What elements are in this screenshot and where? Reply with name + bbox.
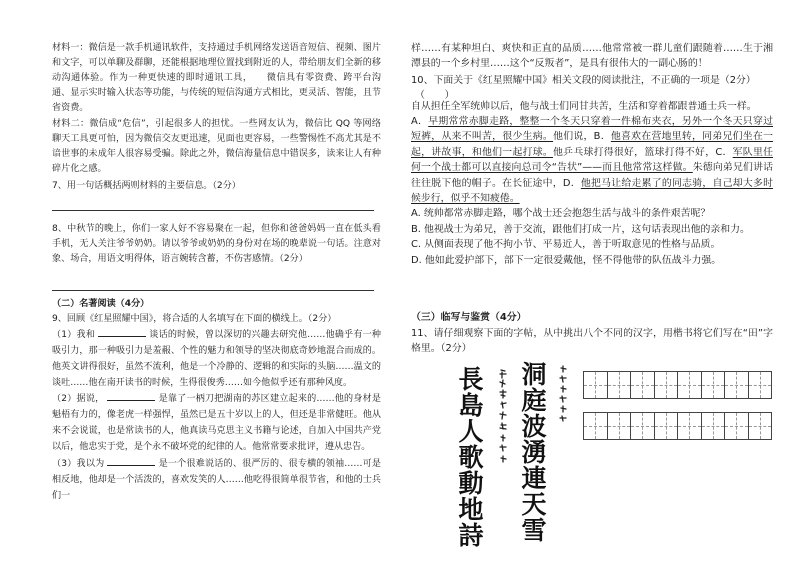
fill-blank [98, 328, 146, 337]
tianzige-row-2 [583, 412, 772, 440]
fill-blank [107, 457, 155, 466]
annotated-passage [411, 114, 773, 206]
option-a: A. 统帅都常赤脚走路，哪个战士还会抱怨生活与战斗的条件艰苦呢？ [411, 208, 711, 219]
tianzige-cell [631, 413, 655, 439]
tianzige-cell [702, 413, 726, 439]
passage-text: 他乒乓球打得很好，篮球打得不好， [553, 146, 716, 158]
material-two: 材料二：微信成“危信”，引起很多人的担忧。一些网友认为，微信比 QQ 等网络聊天工具更可怕，因为微信交友更迅速，见面也更容易，一些警惕性不高尤其是不谙世事的未成年人很容易受骗。除此之外，微信海量信息中错误多，读来让人有种碎片化之感。 [52, 119, 381, 174]
item-text: 是靠了一柄刀把湖南的苏区建立起来的……他的身材是魁梧有力的，像老虎一样强悍，虽然已是五十岁以上的人，但还是非常健旺。他从来不会说谎，也是常读书的人，他真读马克思主义书籍与论述，自加入中国共产党以后，他忠实于党，是个永不破坏党的纪律的人。他常常要求批评，遵从忠告。 [52, 394, 381, 452]
tianzige-cell [749, 413, 772, 439]
section-2-title: （二）名著阅读（4分） [52, 299, 150, 309]
option-b: B. 他视战士为弟兄，善于交流，跟他们打成一片，这句话表现出他的亲和力。 [411, 223, 750, 235]
tianzige-cell [655, 372, 679, 398]
option-c: C. 从侧面表现了他不拘小节、平易近人，善于听取意见的性格与品质。 [411, 239, 721, 250]
marker-a: A． [411, 116, 429, 127]
answer-line-q7 [52, 210, 374, 211]
underlined-segment-c: 军队里任何一个战士都可以直接向总司令“告状”——而且他常常这样做。 [411, 146, 773, 174]
question-10-stem: 10、下面关于《红星照耀中国》相关文段的阅读批注，不正确的一项是（2分） [411, 75, 756, 86]
tianzige-cell [678, 413, 702, 439]
option-d: D. 他如此爱护部下，部下一定很爱戴他，怪不得他带的队伍战斗力强。 [411, 254, 722, 266]
item-lead: （2）据说， [52, 394, 105, 404]
marker-d: D． [562, 177, 581, 189]
question-9-item-2 [52, 391, 381, 455]
section-3-title: （三）临写与鉴赏（4分） [411, 312, 527, 323]
tianzige-cell [608, 372, 632, 398]
tianzige-cell [584, 372, 608, 398]
question-8: 8、中秋节的晚上，你们一家人好不容易聚在一起，但你和爸爸妈妈一直在低头看手机，无人关注爷爷奶奶。请以爷爷或奶奶的身份对在场的晚辈说一句话。注意对象、场合，用语文明得体，语言婉转含蓄，不伤害感情。（2分） [52, 224, 381, 264]
passage-text: 朱德向弟兄们讲话往往脱下他的帽子。在长征途中， [411, 162, 773, 189]
item-lead: （1）我和 [52, 330, 96, 340]
tianzige-cell [725, 372, 749, 398]
item-text: 是一个很难说话的、很严厉的、很专横的领袖……可是相反地，他却是一个活泼的，喜欢发笑的人……他吃得很简单很节省，和他的士兵们一 [52, 459, 381, 501]
inscription-marks [492, 364, 572, 474]
tianzige-cell [725, 413, 749, 439]
calligraphy-column-left: 長島人歌動地詩 [455, 366, 484, 548]
tianzige-cell [702, 372, 726, 398]
question-9-continuation: 样……有某种坦白、爽快和正直的品质……他常常被一群儿童们跟随着……生于湘潭县的一个乡村里……这个“反叛者”，是具有很伟大的一副心肠的！ [411, 43, 773, 70]
tianzige-cell [678, 372, 702, 398]
answer-parentheses: （ ） [415, 90, 455, 101]
tianzige-row-1 [583, 371, 772, 399]
calligraphy-column-right: 洞庭波湧連天雪 [518, 361, 547, 543]
question-9-item-1 [52, 327, 381, 391]
tianzige-cell [584, 413, 608, 439]
marker-c: C． [715, 146, 733, 158]
passage-text: 他们说， [553, 131, 594, 143]
question-7: 7、用一句话概括两则材料的主要信息。（2分） [52, 181, 241, 191]
fill-blank [107, 392, 155, 401]
question-9-stem: 9、回顾《红星照耀中国》，将合适的人名填写在下面的横线上。（2分） [52, 314, 337, 324]
marker-b: B． [593, 131, 611, 143]
passage-intro: 自从担任全军统帅以后，他与战士们同甘共苦，生活和穿着都跟普通士兵一样。 [411, 101, 757, 112]
item-lead: （3）我以为 [52, 459, 105, 469]
tianzige-cell [608, 413, 632, 439]
tianzige-cell [749, 372, 772, 398]
material-one: 材料一：微信是一款手机通讯软件，支持通过手机网络发送语音短信、视频、图片和文字，可以单聊及群聊，还能根据地理位置找到附近的人，带给朋友们全新的移动沟通体验。作为一种更快速的即时通讯工具， 微信具有零资费、跨平台沟通、显示实时输入状态等功能，与传统的短信沟通方式相比，更灵活、智能，且节省资费。 [52, 43, 381, 113]
question-11: 11、请仔细观察下面的字帖，从中挑出八个不同的汉字，用楷书将它们写在“田”字格里。（2分） [411, 328, 773, 355]
tianzige-cell [631, 372, 655, 398]
item-text: 谈话的时候，曾以深切的兴趣去研究他……他确乎有一种吸引力，那一种吸引力是羞赧、个性的魅力和领导的坚决彻底奇妙地混合而成的。他英文讲得很好，虽然不流利，他是一个冷静的、逻辑的和实际的头脑……温文的谈吐……他在南开读书的时候，生得很俊秀……如今他似乎还有那种风度。 [52, 330, 381, 388]
answer-line-q8 [52, 290, 374, 291]
question-9-item-3 [52, 456, 381, 504]
underlined-segment-d: 他把马让给走累了的同志骑，自己却大多时候步行，似乎不知疲倦。 [411, 177, 773, 205]
underlined-segment-b: 他喜欢在营地里转，同弟兄们坐在一起，讲故事，和他们一起打球。 [411, 131, 773, 158]
tianzige-cell [655, 413, 679, 439]
underlined-segment-a: 早期常常赤脚走路，整整一个冬天只穿着一件棉布夹衣，另外一个冬天只穿过短裤，从来不叫苦，很少生病。 [411, 116, 773, 143]
